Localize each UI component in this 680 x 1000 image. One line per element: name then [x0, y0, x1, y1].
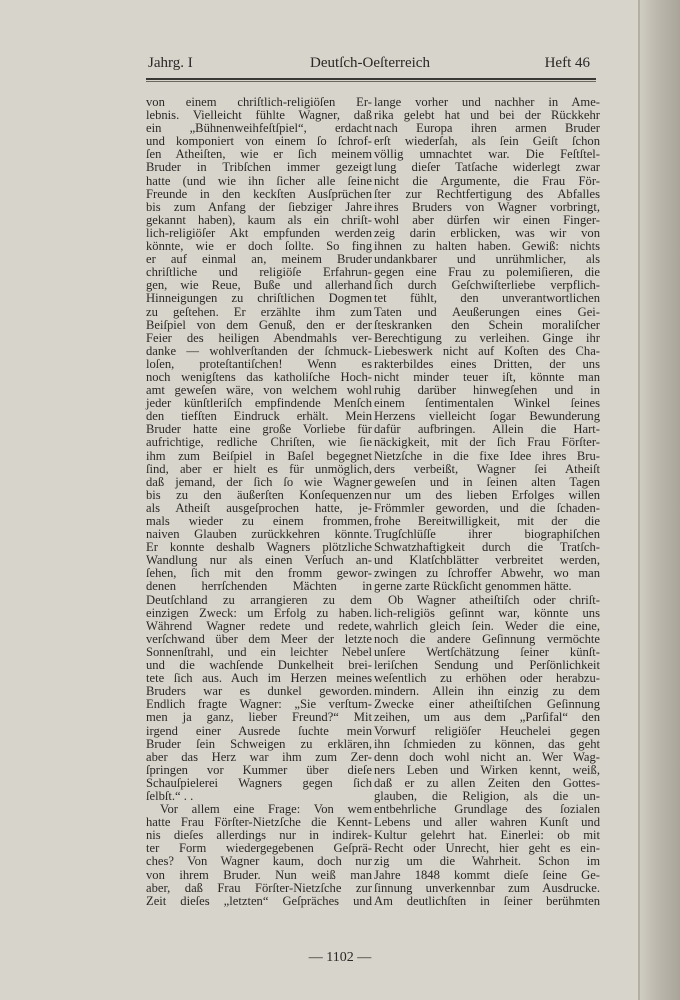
text-line: ſinnung unverkennbar zum Ausdrucke. [374, 880, 600, 895]
text-line: Bruders war es dunkel geworden. [146, 684, 372, 699]
text-line: Er konnte deshalb Wagners plötzliche [146, 540, 372, 555]
text-line: loſen, proteſtantiſchen! Wenn es [146, 356, 372, 371]
journal-title: Deutſch-Oeſterreich [310, 55, 430, 71]
text-line: ches? Von Wagner kaum, doch nur [146, 854, 372, 869]
text-line: nicht die Argumente, die Frau För- [374, 173, 600, 188]
text-line: aber das Herz war ihm zum Zer- [146, 749, 372, 764]
text-line: ſter zur Rechtfertigung des Abfalles [374, 186, 600, 201]
text-line: denn doch wohl nicht an. Wer Wag- [374, 749, 600, 764]
text-line: lebnis. Vielleicht fühlte Wagner, daß [146, 108, 372, 123]
text-line: hatte Frau Förſter-Nietzſche die Kennt- [146, 815, 372, 830]
text-line: denen herrſchenden Mächten in [146, 579, 372, 594]
text-line: wohl aber dürfen wir einen Finger- [374, 212, 600, 227]
text-line: gen, wie Reue, Buße und allerhand [146, 278, 372, 293]
text-line: ſpringen vor Kummer über dieſe [146, 762, 372, 777]
text-line: dafür aufbringen. Allein die Hart- [374, 422, 600, 437]
paragraph [374, 96, 600, 594]
text-line: einzigen Zweck: um Erfolg zu haben. [146, 605, 372, 620]
volume-label: Jahrg. I [148, 55, 193, 71]
text-line: Jahre 1848 kommt dieſe ſeine Ge- [374, 867, 600, 882]
text-line: völlig umnachtet war. Die Feſtſtel- [374, 147, 600, 162]
page-fold [638, 0, 640, 1000]
text-line: gekannt haben), kaum als ein chriſt- [146, 212, 372, 227]
text-line: Zwecke einer atheiſtiſchen Geſinnung [374, 697, 600, 712]
text-line: undankbarer und unrühmlicher, als [374, 252, 600, 267]
text-line: Schauſpielerei Wagners gegen ſich [146, 775, 372, 790]
text-line: leriſchen Sendung und Perſönlichkeit [374, 658, 600, 673]
text-line: lich-religiös geſinnt war, könnte uns [374, 605, 600, 620]
text-line: chriſtliche und religiöſe Erfahrun- [146, 265, 372, 280]
text-line: ihres Bruders von Wagner vorbringt, [374, 199, 600, 214]
text-line: weſentlich zu erhöhen oder herabzu- [374, 671, 600, 686]
text-line: men ja ganz, lieber Freund?“ Mit [146, 710, 372, 725]
paragraph [146, 96, 372, 803]
text-line: Sonnenſtrahl, und ein leichter Nebel [146, 644, 372, 659]
paragraph [374, 594, 600, 908]
text-line: Lebens und aller wahren Kunſt und [374, 815, 600, 830]
text-line: irgend einer Ausrede ſuchte mein [146, 723, 372, 738]
text-line: Berechtigung zu verleihen. Ginge ihr [374, 330, 600, 345]
text-line: Bruder hatte eine große Vorliebe für [146, 422, 372, 437]
text-line: Ob Wagner atheiſtiſch oder chriſt- [388, 592, 600, 607]
text-line: ein „Bühnenweihfeſtſpiel“, erdacht [146, 121, 372, 136]
text-line: gegen eine Frau zu polemiſieren, die [374, 265, 600, 280]
text-line: bis zu den äußerſten Konſequenzen [146, 487, 372, 502]
page-edge [640, 0, 680, 1000]
text-line: nach Europa ihren armen Bruder [374, 121, 600, 136]
text-line: nis dieſes allerdings nur in indirek- [146, 828, 372, 843]
text-line: lange vorher und nachher in Ame- [374, 95, 600, 109]
text-line: Taten und Aeußerungen eines Gei- [374, 304, 600, 319]
text-line: rakterbildes eines Dritten, der uns [374, 356, 600, 371]
text-line: zeihen, um aus dem „Parſifal“ den [374, 710, 600, 725]
text-line: den tiefſten Eindruck erhält. Mein [146, 409, 372, 424]
text-line: zu geſtehen. Er erzählte ihm zum [146, 304, 372, 319]
text-line: Recht oder Unrecht, hier geht es ein- [374, 841, 600, 856]
text-line: Hinneigungen zu chriſtlichen Dogmen [146, 291, 372, 306]
running-header [146, 55, 594, 77]
text-line: Vor allem eine Frage: Von wem [160, 802, 372, 817]
text-line: tete ſich aus. Auch im Herzen meines [146, 671, 372, 686]
text-line: Zeit dieſes „letzten“ Geſpräches und [146, 893, 372, 908]
text-line: erſt wiederſah, als ſein Geiſt ſchon [374, 134, 600, 149]
text-line: Trugſchlüſſe ihrer biographiſchen [374, 527, 600, 542]
text-line: geweſen und in ſeinen alten Tagen [374, 474, 600, 489]
text-line: unſere Wertſchätzung ſeiner künſt- [374, 644, 600, 659]
text-line: und die wachſende Dunkelheit brei- [146, 658, 372, 673]
issue-label: Heft 46 [544, 55, 590, 71]
text-line: aufrichtige, redliche Chriſten, wie ſie [146, 435, 372, 450]
text-line: wahrlich gleich ſein. Weder die eine, [374, 618, 600, 633]
page-number: — 1102 — [308, 950, 372, 965]
text-line: bis zum Anfang der ſiebziger Jahre [146, 199, 372, 214]
text-line: Herzens vielleicht ſogar Bewunderung [374, 409, 600, 424]
text-line: ruhig darüber hinwegſehen und in [374, 383, 600, 398]
text-line: Endlich fragte Wagner: „Sie verſtum- [146, 697, 372, 712]
text-line: Bruder ſein Schweigen zu erklären, [146, 736, 372, 751]
text-line: ter Form wiedergegebenen Geſprä- [146, 841, 372, 856]
text-line: verſchwand über dem Meer der letzte [146, 631, 372, 646]
text-line: ſich durch Geſchwiſterliebe verpflich- [374, 278, 600, 293]
text-line: Deutſchland zu arrangieren zu dem [146, 592, 372, 607]
text-line: er auf einmal an, meinem Bruder [146, 252, 372, 267]
text-line: hatte (und wie ihn ſicher alle ſeine [146, 173, 372, 188]
text-line: noch wenigſtens das katholiſche Hoch- [146, 369, 372, 384]
text-line: Frömmler geworden, und die ſchaden- [374, 500, 600, 515]
text-line: Freunde in den keckſten Ausſprüchen [146, 186, 372, 201]
text-line: lich-religiöſer Akt empfunden werden [146, 225, 372, 240]
text-line: ſen Atheiſten, wie er ſich meinem [146, 147, 372, 162]
text-line: daß jemand, der ſich ſo wie Wagner [146, 474, 372, 489]
text-line: ſehen, ſich mit den fromm gewor- [146, 566, 372, 581]
text-line: nur um des lieben Erfolges willen [374, 487, 600, 502]
text-line: daß er zu allen Zeiten den Gottes- [374, 775, 600, 790]
text-line: näckigkeit, mit der ſich Frau Förſter- [374, 435, 600, 450]
text-line: noch die andere Geſinnung vermöchte [374, 631, 600, 646]
text-column-left [146, 96, 372, 908]
text-line: zwingen zu ſchroffer Abwehr, wo man [374, 566, 600, 581]
text-line: Beiſpiel von dem Genuß, den er der [146, 317, 372, 332]
text-line: Feier des heiligen Abendmahls ver- [146, 330, 372, 345]
text-line: ihn ſchmieden zu können, das geht [374, 736, 600, 751]
text-line: mals wieder zu einem frommen, [146, 514, 372, 528]
text-line: frohe Bereitwilligkeit, mit der die [374, 514, 600, 528]
text-line: von ihrem Bruder. Nun weiß man [146, 867, 372, 882]
text-line: glauben, die Religion, als die un- [374, 788, 600, 803]
text-line: und komponiert von einem ſo ſchrof- [146, 134, 372, 149]
text-line: von einem chriſtlich-religiöſen Er- [146, 95, 372, 109]
text-line: amt geweſen wäre, von welchem wohl [146, 383, 372, 398]
text-line: ihnen zu halten haben. Gewiß: nichts [374, 239, 600, 254]
text-line: ſteskranken den Schein moraliſcher [374, 317, 600, 332]
text-line: entbehrliche Grundlage des ſozialen [374, 802, 600, 817]
text-line: Kultur gelehrt hat. Einerlei: ob mit [374, 828, 600, 843]
text-line: Bruder in Tribſchen immer gezeigt [146, 160, 372, 175]
text-line: danke — wohlverſtanden der ſchmuck- [146, 343, 372, 358]
text-line: nicht minder teuer iſt, könnte man [374, 369, 600, 384]
header-rule [146, 78, 596, 80]
paragraph [146, 803, 372, 908]
text-line: könnte, wie er doch ſollte. So fing [146, 239, 372, 254]
text-line: ders verbeißt, Wagner ſei Atheiſt [374, 461, 600, 476]
text-line: jeder künſtleriſch empfindende Menſch [146, 396, 372, 411]
header-rule-thin [146, 81, 596, 82]
text-line: und Klatſchblätter verbreitet werden, [374, 553, 600, 568]
text-line: Während Wagner redete und redete, [146, 618, 372, 633]
text-line: Wandlung nur als einen Verſuch an- [146, 553, 372, 568]
text-line: als Atheiſt ausgeſprochen hatte, je- [146, 500, 372, 515]
text-line: gerne zarte Rückſicht genommen hätte. [374, 579, 572, 594]
text-line: Liebeswerk nicht auf Koſten des Cha- [374, 343, 600, 358]
text-line: Schwatzhaftigkeit durch die Tratſch- [374, 540, 600, 555]
text-line: tet fühlt, den unverantwortlichen [374, 291, 600, 306]
text-line: Vorwurf religiöſer Heuchelei gegen [374, 723, 600, 738]
text-line: Am deutlichſten in ſeiner berühmten [374, 893, 600, 908]
text-line: mindern. Allein ihn einzig zu dem [374, 684, 600, 699]
text-line: zig um die Wahrheit. Schon im [374, 854, 600, 869]
text-line: zeig darin erblicken, was wir von [374, 225, 600, 240]
text-line: einem ſentimentalen Winkel ſeines [374, 396, 600, 411]
text-line: ſelbſt.“ . . [146, 788, 194, 803]
text-line: ihm zum Beiſpiel in Baſel begegnet [146, 448, 372, 463]
text-line: rika gelebt hat und bei der Rückkehr [374, 108, 600, 123]
text-line: aber, daß Frau Förſter-Nietzſche zur [146, 880, 372, 895]
text-line: ſind, aber er hielt es für unmöglich, [146, 461, 372, 476]
text-line: Nietzſche in die fixe Idee ihres Bru- [374, 448, 600, 463]
text-column-right [374, 96, 600, 908]
text-line: ners Leben und Wirken kennt, weiß, [374, 762, 600, 777]
text-line: naiven Glauben zurückkehren könnte. [146, 527, 372, 542]
text-line: lung dieſer Tatſache widerlegt zwar [374, 160, 600, 175]
